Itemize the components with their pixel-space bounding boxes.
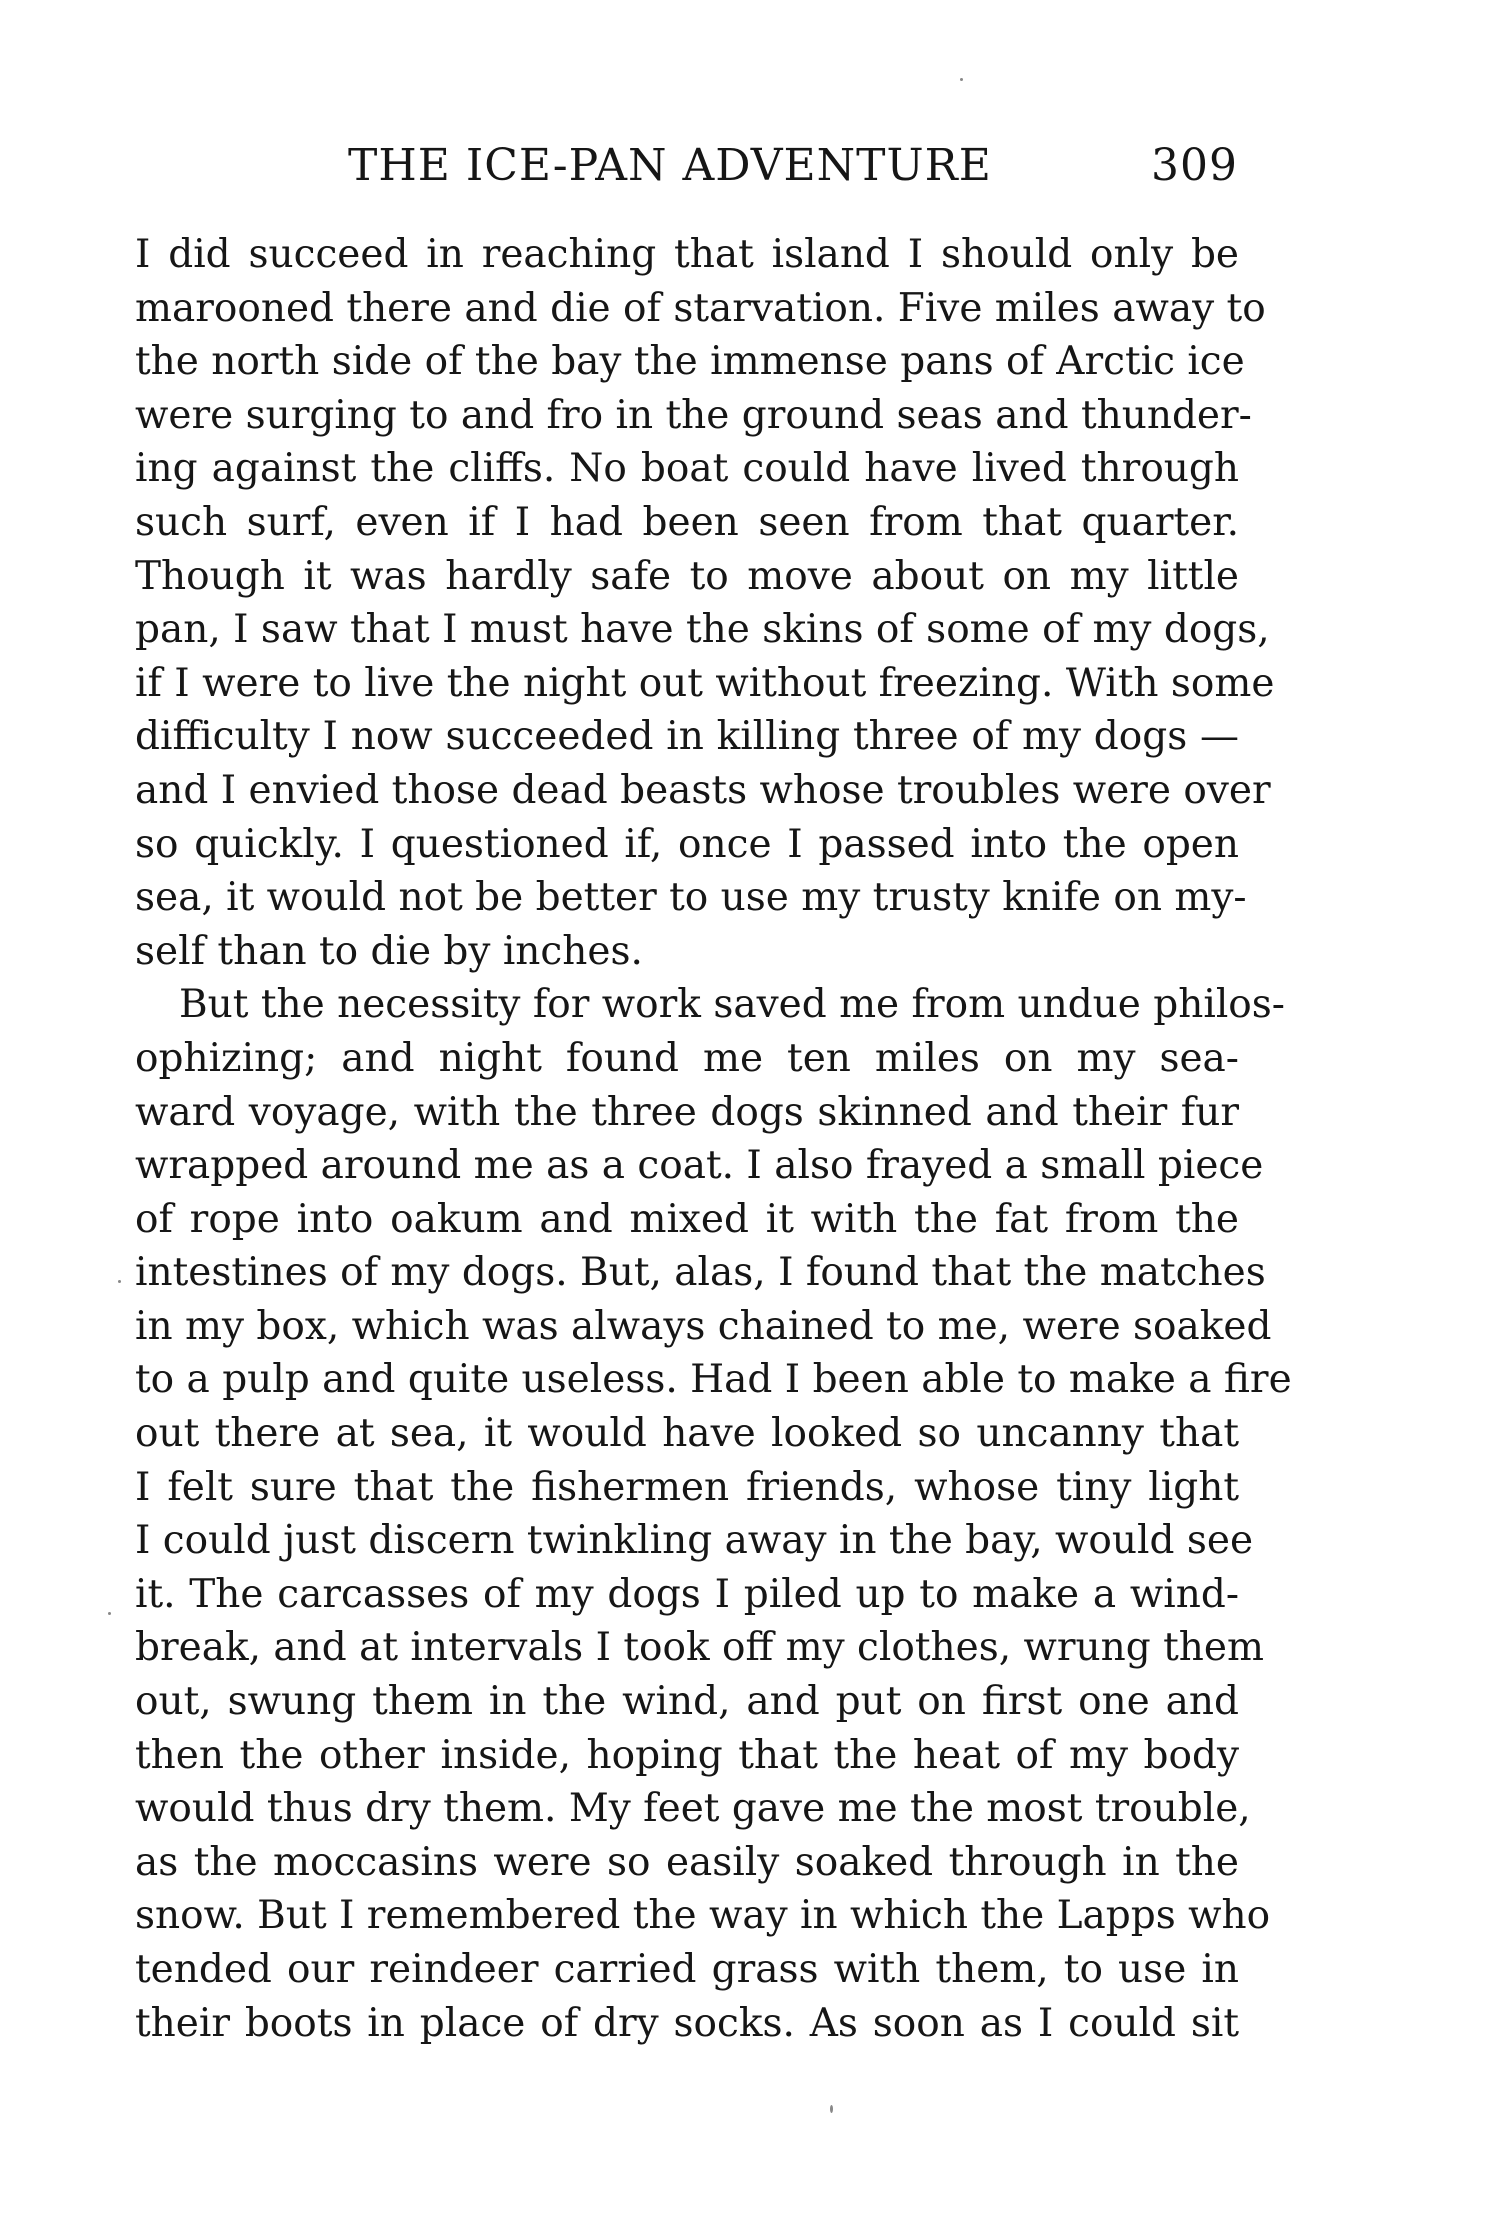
text-line: difficulty I now succeeded in killing three of my dogs — — [135, 714, 1239, 760]
paper-speck — [830, 2105, 833, 2113]
text-line: I did succeed in reaching that island I should only be — [135, 232, 1239, 277]
text-line: intestines of my dogs. But, alas, I found that the matches — [135, 1250, 1266, 1296]
text-line: tended our reindeer carried grass with them, to use in — [135, 1947, 1239, 1992]
text-line: I felt sure that the fishermen friends, whose tiny light — [135, 1464, 1239, 1510]
text-line: ward voyage, with the three dogs skinned and their fur — [135, 1089, 1239, 1135]
text-line: sea, it would not be better to use my trusty knife on my- — [135, 875, 1247, 921]
text-line: in my box, which was always chained to me, were soaked — [135, 1303, 1272, 1349]
paper-speck — [108, 1612, 111, 1615]
text-line: Though it was hardly safe to move about on my little — [135, 553, 1239, 599]
text-line: self than to die by inches. — [135, 928, 643, 974]
text-line: wrapped around me as a coat. I also frayed a small piece — [135, 1143, 1264, 1189]
text-line: so quickly. I questioned if, once I passed into the open — [135, 821, 1239, 867]
text-line: out, swung them in the wind, and put on first one and — [135, 1679, 1239, 1725]
text-line: were surging to and fro in the ground seas and thunder- — [135, 392, 1252, 438]
text-line: the north side of the bay the immense pans of Arctic ice — [135, 339, 1245, 385]
text-line: if I were to live the night out without freezing. With some — [135, 660, 1275, 706]
text-line: out there at sea, it would have looked so uncanny that — [135, 1411, 1239, 1457]
page-number: 309 — [1151, 140, 1238, 191]
text-line: it. The carcasses of my dogs I piled up to make a wind- — [135, 1571, 1239, 1617]
body-text — [135, 228, 1292, 2050]
text-line: ophizing; and night found me ten miles on my sea- — [135, 1035, 1239, 1081]
text-line: break, and at intervals I took off my clothes, wrung them — [135, 1625, 1264, 1671]
text-line: their boots in place of dry socks. As soon as I could sit — [135, 2000, 1239, 2046]
text-line: snow. But I remembered the way in which the Lapps who — [135, 1893, 1271, 1939]
text-line: then the other inside, hoping that the heat of my body — [135, 1732, 1239, 1778]
text-line: of rope into oakum and mixed it with the fat from the — [135, 1196, 1239, 1242]
text-line: But the necessity for work saved me from undue philos- — [179, 982, 1285, 1028]
text-line: ing against the cliffs. No boat could have lived through — [135, 446, 1239, 492]
text-line: to a pulp and quite useless. Had I been able to make a fire — [135, 1357, 1292, 1403]
text-line: as the moccasins were so easily soaked through in the — [135, 1839, 1239, 1885]
running-head — [138, 140, 1238, 200]
text-line: and I envied those dead beasts whose troubles were over — [135, 767, 1271, 813]
paper-speck — [960, 78, 963, 81]
text-line: I could just discern twinkling away in the bay, would see — [135, 1518, 1254, 1564]
text-line: such surf, even if I had been seen from that quarter. — [135, 499, 1239, 545]
text-line: pan, I saw that I must have the skins of some of my dogs, — [135, 607, 1270, 653]
text-line: marooned there and die of starvation. Five miles away to — [135, 285, 1266, 331]
running-title: THE ICE-PAN ADVENTURE — [348, 140, 992, 191]
text-line: would thus dry them. My feet gave me the most trouble, — [135, 1786, 1251, 1832]
paper-speck — [118, 1280, 121, 1283]
